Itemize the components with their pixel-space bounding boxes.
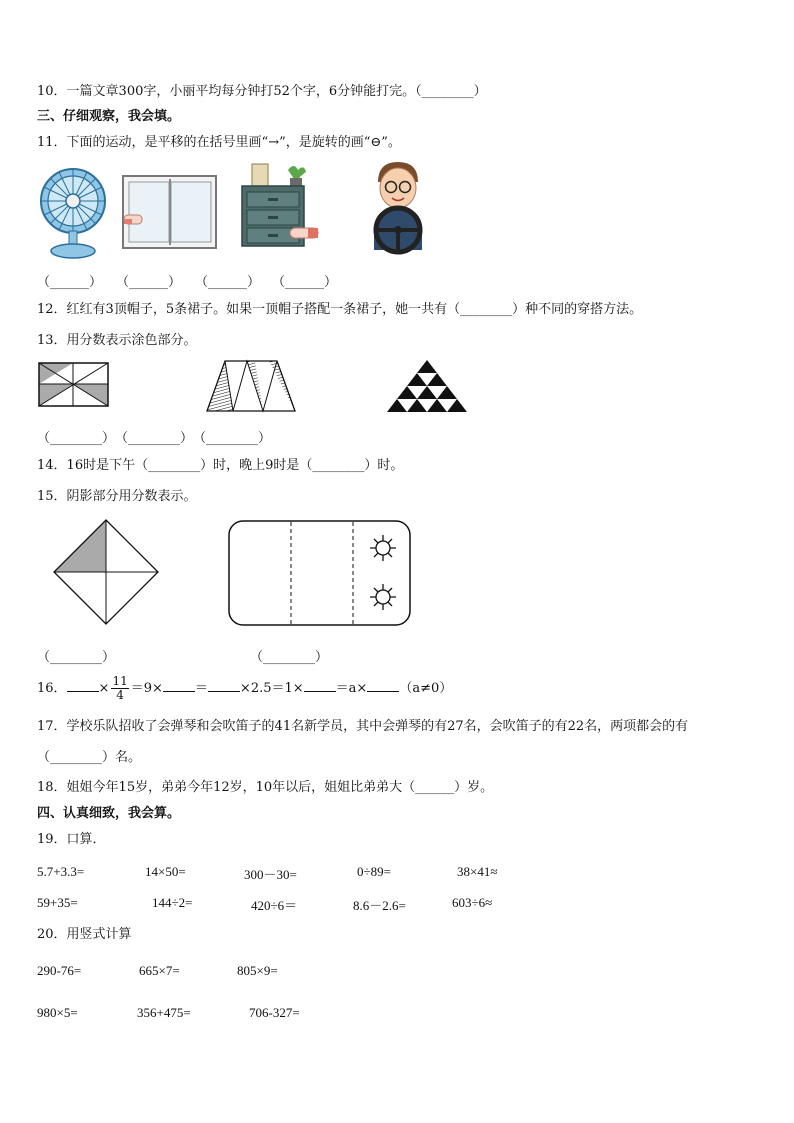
question-11: 11．下面的运动，是平移的在括号里画“→”，是旋转的画“⊖”。 (37, 135, 401, 150)
q11-blank-4[interactable]: （______） (272, 275, 338, 290)
q19-item-4: 0÷89= (357, 864, 391, 879)
triangle-grid-figure (385, 358, 469, 414)
q16-blank-1[interactable] (67, 680, 99, 692)
q11-blank-3[interactable]: （______） (195, 275, 261, 290)
q19-item-1: 5.7+3.3= (37, 864, 85, 879)
question-20: 20．用竖式计算 (37, 927, 132, 942)
shaded-rectangle-figure (38, 362, 110, 408)
question-13: 13．用分数表示涂色部分。 (37, 333, 197, 348)
drawer-cabinet-image (238, 160, 320, 250)
q16-blank-3[interactable] (208, 680, 240, 692)
question-14: 14．16时是下午（________）时，晚上9时是（________）时。 (37, 458, 404, 473)
q13-blank-2[interactable]: （________） (115, 431, 194, 446)
section-3-heading: 三、仔细观察，我会填。 (37, 109, 181, 124)
fraction-11-4: $\frac{11}{4}$ (112, 674, 128, 702)
q16-blank-5[interactable] (367, 680, 399, 692)
q15-blank-1[interactable]: （________） (37, 650, 116, 665)
steering-wheel-man-image (366, 160, 430, 255)
q20-item-6: 706-327= (249, 1005, 300, 1020)
question-19: 19．口算． (37, 832, 106, 847)
q19-item-3: 300－30= (244, 867, 297, 882)
q20-item-1: 290-76= (37, 963, 82, 978)
q20-item-3: 805×9= (237, 963, 278, 978)
q11-blank-2[interactable]: （______） (116, 275, 182, 290)
section-4-heading: 四、认真细致，我会算。 (37, 806, 181, 821)
q11-blank-1[interactable]: （______） (37, 275, 103, 290)
question-12: 12．红红有3顶帽子，5条裙子。如果一顶帽子搭配一条裙子，她一共有（________）种不同的穿搭方法。 (37, 302, 643, 317)
q19-item-7: 144÷2= (152, 895, 193, 910)
sliding-window-image (122, 175, 218, 250)
q13-blank-1[interactable]: （________） (37, 431, 116, 446)
question-16: 16． × $\frac{11}{4}$ ＝9× ＝ ×2.5＝1× ＝a× （a≠0） (37, 674, 453, 702)
question-17-line-1: 17．学校乐队招收了会弹琴和会吹笛子的41名新学员，其中会弹琴的有27名，会吹笛子的有22名，两项都会的有 (37, 719, 689, 734)
q20-item-5: 356+475= (137, 1005, 191, 1020)
question-17-line-2: （________）名。 (37, 750, 142, 765)
shaded-diamond-figure (52, 518, 160, 626)
q16-blank-2[interactable] (163, 680, 195, 692)
q20-item-2: 665×7= (139, 963, 180, 978)
question-10: 10．一篇文章300字，小丽平均每分钟打52个字，6分钟能打完。（________） (37, 84, 487, 99)
question-18: 18．姐姐今年15岁，弟弟今年12岁，10年以后，姐姐比弟弟大（______）岁。 (37, 780, 494, 795)
q19-item-5: 38×41≈ (457, 864, 498, 879)
q19-item-6: 59+35= (37, 895, 78, 910)
striped-trapezoid-figure (203, 358, 299, 414)
q16-blank-4[interactable] (304, 680, 336, 692)
question-15: 15．阴影部分用分数表示。 (37, 489, 197, 504)
q20-item-4: 980×5= (37, 1005, 78, 1020)
q16-label: 16． (37, 681, 67, 696)
q19-item-2: 14×50= (145, 864, 186, 879)
suns-box-figure (228, 520, 412, 628)
fan-image (38, 165, 108, 260)
q19-item-9: 8.6－2.6= (353, 898, 406, 913)
q19-item-8: 420÷6＝ (251, 898, 298, 913)
q13-blank-3[interactable]: （________） (193, 431, 272, 446)
q19-item-10: 603÷6≈ (452, 895, 493, 910)
q15-blank-2[interactable]: （________） (250, 650, 329, 665)
